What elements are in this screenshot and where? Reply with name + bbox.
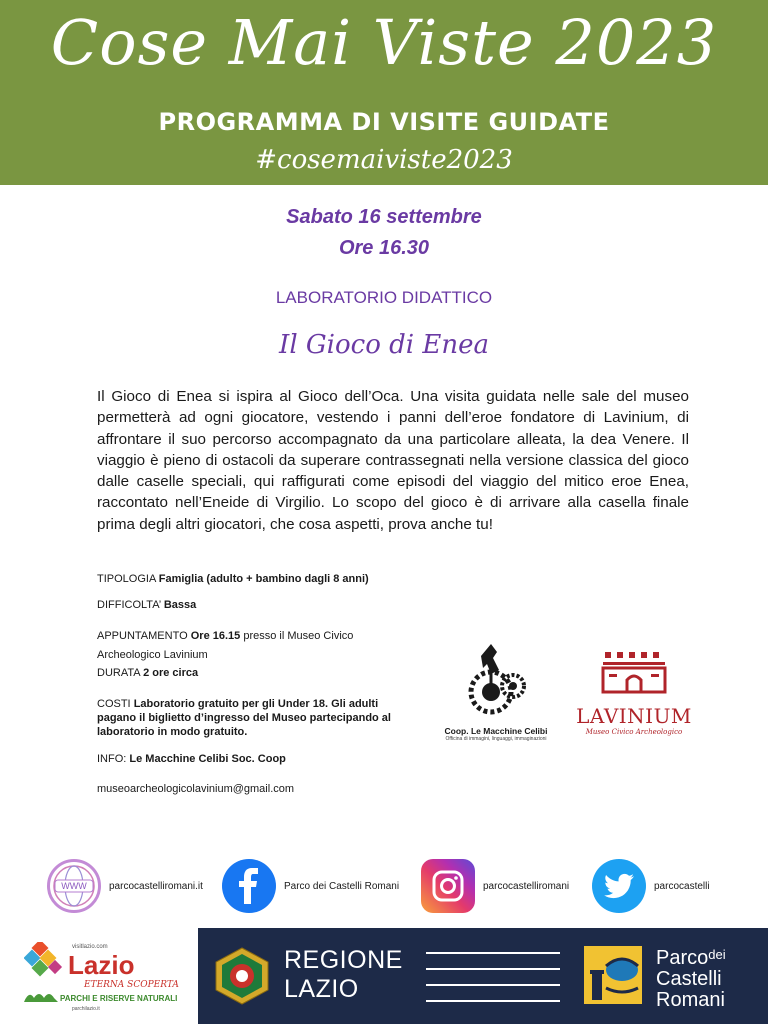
hashtag: #cosemaiviste2023	[255, 145, 513, 175]
divider-line	[426, 1000, 560, 1002]
lazio-subtitle: ETERNA SCOPERTA	[84, 980, 179, 990]
instagram-icon	[421, 859, 475, 913]
event-description: Il Gioco di Enea si ispira al Gioco dell’Oca. Una visita guidata nelle sale del museo permetterà ad ogni giocatore, vestendo i panni dell’eroe fondatore di Lavinium, di affrontare il suo percorso accompagnato da una particolare alleata, la dea Venere. Il viaggio è pieno di ostacoli da superare contrassegnati nella versione classica del gioco dalle caselle speciali, qui raffigurati come episodi del viaggio del mitico eroe Enea, raccontato nell’Eneide di Virgilio. Lo scopo del gioco è di arrivare alla casella finale prima degli altri giocatori, che cosa aspetti, prova anche tu!	[97, 388, 689, 533]
contact-email[interactable]: museoarcheologicolavinium@gmail.com	[97, 783, 295, 795]
parco-line2: Castelli	[656, 968, 722, 990]
lazio-url: parchilazio.it	[72, 1006, 100, 1012]
coop-logo	[440, 640, 552, 742]
social-label: parcocastelliromani	[483, 880, 570, 892]
lazio-mosaic-icon	[24, 942, 64, 984]
detail-tipologia	[97, 572, 457, 587]
page-title: Cose Mai Viste 2023	[50, 6, 718, 79]
social-label: Parco dei Castelli Romani	[284, 880, 400, 892]
detail-durata	[97, 666, 417, 681]
coop-tagline: Officina di immagini, linguaggi, immaginazioni	[445, 736, 547, 742]
costi-value: Laboratorio gratuito per gli Under 18. Gli adulti pagano il biglietto d’ingresso del Museo partecipando al laboratorio in modo gratuito.	[97, 698, 391, 738]
detail-costi	[97, 697, 407, 739]
detail-difficolta	[97, 598, 417, 613]
social-instagram[interactable]	[421, 855, 569, 917]
divider-line	[426, 968, 560, 970]
footer-banner	[198, 928, 768, 1024]
parco-line3: Romani	[656, 989, 725, 1011]
costi-label: COSTI	[97, 698, 131, 710]
tipologia-value: Famiglia (adulto + bambino dagli 8 anni)	[158, 573, 369, 585]
social-label: parcocastelli	[654, 880, 710, 892]
divider-line	[426, 952, 560, 954]
regione-lazio-crest-icon	[212, 946, 272, 1006]
social-facebook[interactable]	[222, 855, 399, 917]
lazio-parks-logo	[0, 928, 198, 1024]
info-value: Le Macchine Celibi Soc. Coop	[129, 753, 286, 765]
parks-green-icon	[24, 990, 58, 1004]
divider-line	[426, 984, 560, 986]
lavinium-building-icon	[599, 650, 669, 696]
lavinium-subtitle: Museo Civico Archeologico	[585, 728, 683, 736]
social-twitter[interactable]	[592, 855, 710, 917]
tipologia-label: TIPOLOGIA	[97, 573, 156, 585]
event-date: Sabato 16 settembre	[286, 206, 482, 228]
twitter-icon	[592, 859, 646, 913]
page-subtitle: PROGRAMMA DI VISITE GUIDATE	[158, 108, 610, 136]
event-title: Il Gioco di Enea	[279, 330, 489, 360]
lavinium-name: LAVINIUM	[576, 704, 692, 728]
difficolta-value: Bassa	[163, 599, 197, 611]
regione-line2: LAZIO	[284, 975, 359, 1003]
visitlazio-small: visitlazio.com	[72, 944, 108, 950]
durata-value: 2 ore circa	[143, 667, 199, 679]
facebook-icon	[222, 859, 276, 913]
header-banner	[0, 0, 768, 185]
detail-appuntamento	[97, 627, 397, 665]
event-category: LABORATORIO DIDATTICO	[275, 288, 493, 307]
difficolta-label: DIFFICOLTA’	[97, 599, 161, 611]
appuntamento-place: presso il Museo Civico Archeologico Lavinium	[97, 630, 354, 661]
www-icon	[47, 859, 101, 913]
lazio-name: Lazio	[68, 950, 135, 980]
durata-label: DURATA	[97, 667, 140, 679]
social-label: parcocastelliromani.it	[109, 880, 203, 892]
appuntamento-label: APPUNTAMENTO	[97, 630, 188, 642]
regione-lazio-label	[284, 946, 403, 1004]
event-time: Ore 16.30	[338, 237, 430, 259]
coop-name: Coop. Le Macchine Celibi	[444, 726, 548, 736]
parco-castelli-emblem-icon	[582, 944, 644, 1006]
macchine-celibi-icon	[461, 640, 531, 720]
parco-line1: Parco	[656, 947, 709, 969]
info-label: INFO:	[97, 753, 127, 765]
social-website[interactable]	[47, 855, 203, 917]
parco-castelli-label	[656, 944, 726, 1011]
regione-line1: REGIONE	[284, 946, 403, 974]
detail-info	[97, 752, 417, 767]
svg-text:WWW: WWW	[61, 881, 87, 891]
parco-dei: dei	[708, 947, 726, 962]
appuntamento-value: Ore 16.15	[190, 630, 241, 642]
lazio-parchi: PARCHI E RISERVE NATURALI	[60, 994, 178, 1003]
lavinium-logo	[572, 650, 696, 736]
